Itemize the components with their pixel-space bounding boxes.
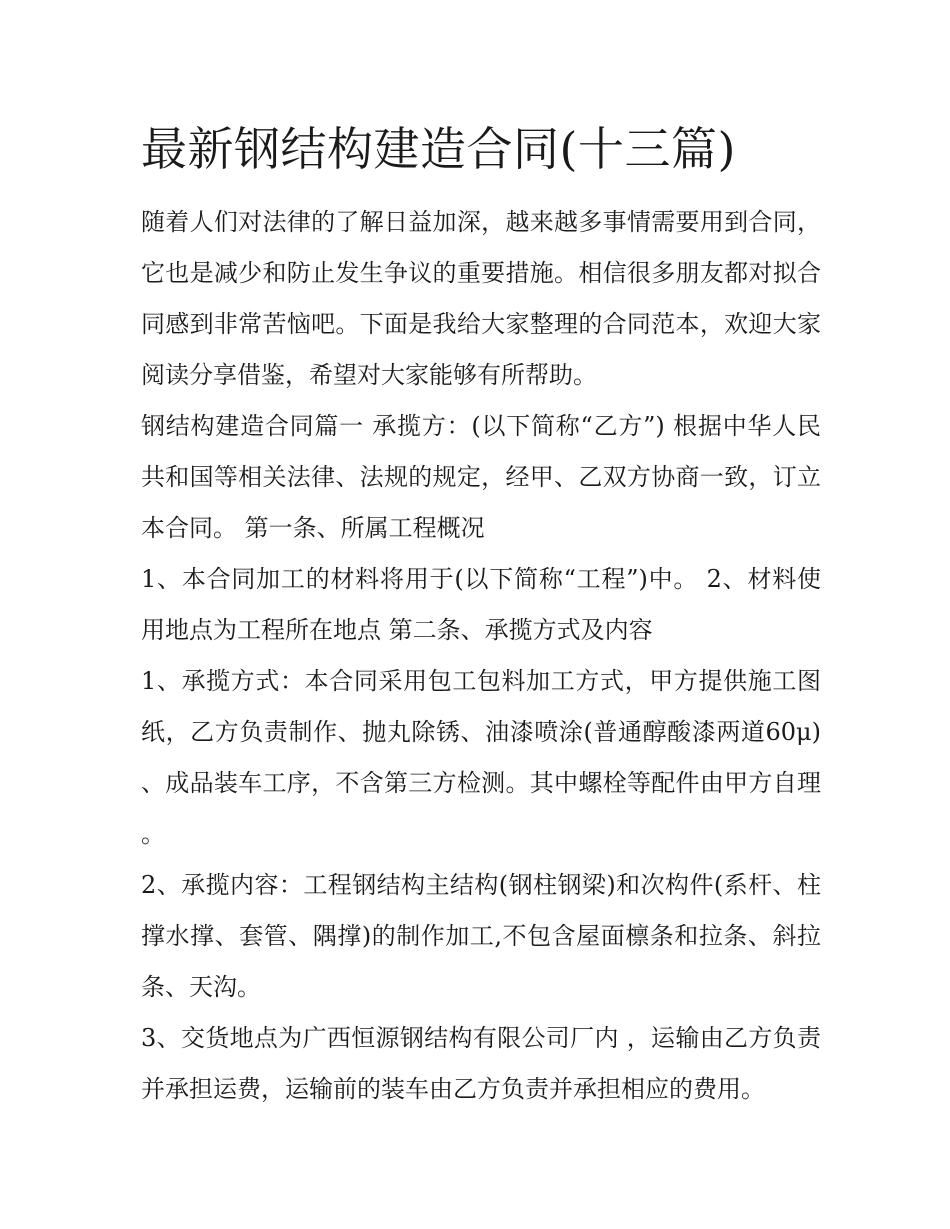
document-title: 最新钢结构建造合同(十三篇) — [141, 122, 736, 176]
document-content — [141, 112, 821, 1115]
paragraph-contracting-scope: 2、承揽内容：工程钢结构主结构(钢柱钢梁)和次构件(系杆、柱撑水撑、套管、隅撑)的制作加工,不包含屋面檩条和拉条、斜拉条、天沟。 — [141, 871, 821, 1001]
paragraph-contract-preamble: 钢结构建造合同篇一 承揽方：(以下简称“乙方”) 根据中华人民共和国等相关法律、法规的规定，经甲、乙双方协商一致，订立本合同。 第一条、所属工程概况 — [141, 412, 821, 542]
paragraph-delivery: 3、交货地点为广西恒源钢结构有限公司厂内 ，运输由乙方负责并承担运费，运输前的装车由乙方负责并承担相应的费用。 — [141, 1024, 821, 1103]
paragraph-intro: 随着人们对法律的了解日益加深，越来越多事情需要用到合同，它也是减少和防止发生争议的重要措施。相信很多朋友都对拟合同感到非常苦恼吧。下面是我给大家整理的合同范本，欢迎大家阅读分享借鉴，希望对大家能够有所帮助。 — [141, 208, 821, 389]
paragraph-material-use: 1、本合同加工的材料将用于(以下简称“工程”)中。 2、材料使用地点为工程所在地点 第二条、承揽方式及内容 — [141, 565, 821, 644]
paragraph-contracting-method: 1、承揽方式：本合同采用包工包料加工方式，甲方提供施工图纸，乙方负责制作、抛丸除锈、油漆喷涂(普通醇酸漆两道60μ)、成品装车工序，不含第三方检测。其中螺栓等配件由甲方自理。 — [141, 667, 821, 848]
document-body — [141, 197, 821, 1115]
